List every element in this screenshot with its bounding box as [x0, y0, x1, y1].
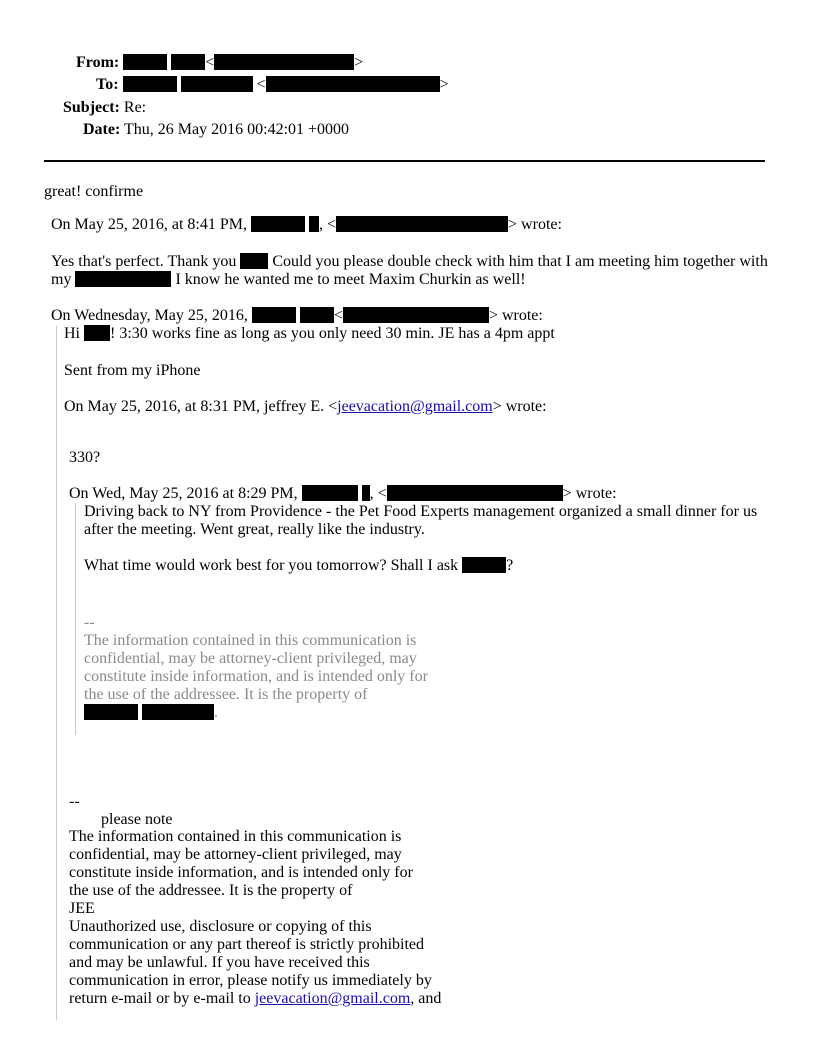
redaction: [123, 76, 177, 92]
quote2-sent: Sent from my iPhone: [64, 362, 201, 379]
gt-symbol: >: [354, 54, 364, 71]
quote3-text: 330?: [69, 449, 101, 466]
redaction: [123, 54, 167, 70]
quote1-line1: [51, 253, 768, 271]
q4-signature-line: The information contained in this communication is: [84, 632, 417, 649]
to-row: [96, 76, 449, 94]
q2-text: ! 3:30 works fine as long as you only need 30 min. JE has a 4pm appt: [110, 325, 555, 342]
signature-line: and may be unlawful. If you have received this: [69, 954, 370, 971]
redaction: [171, 54, 205, 70]
quote4-ask: [84, 557, 513, 575]
redaction: [75, 271, 171, 287]
redaction: [300, 307, 334, 323]
quote1-line2: [51, 271, 526, 289]
redaction: [309, 216, 319, 232]
redaction: [462, 557, 506, 573]
redaction: [387, 485, 563, 501]
q4-sig-end: .: [214, 704, 218, 721]
quote4-bar: [75, 503, 76, 735]
attribution-suffix: > wrote:: [492, 398, 547, 415]
q1-text: Could you please double check with him that I am meeting him together with: [272, 253, 768, 270]
quote2-hi: [64, 325, 555, 343]
q4-signature-line: confidential, may be attorney-client privileged, may: [84, 650, 417, 667]
signature-line: constitute inside information, and is intended only for: [69, 864, 413, 881]
q4-ask-end: ?: [506, 557, 514, 574]
q1-text: I know he wanted me to meet Maxim Churkin as well!: [175, 271, 526, 288]
q2-hi: Hi: [64, 325, 80, 342]
to-label: To:: [96, 76, 119, 93]
signature-line: JEE: [69, 900, 95, 917]
signature-line: communication or any part thereof is strictly prohibited: [69, 936, 425, 953]
signature-text: , and: [410, 990, 442, 1007]
q4-signature-owner: [84, 704, 218, 722]
signature-line: The information contained in this communication is: [69, 828, 402, 845]
gt-symbol: >: [439, 76, 449, 93]
redaction: [362, 485, 370, 501]
signature-line: the use of the addressee. It is the property of: [69, 882, 353, 899]
redaction: [343, 307, 489, 323]
quote4-line2: after the meeting. Went great, really like the industry.: [84, 521, 425, 538]
attribution-prefix: On May 25, 2016, at 8:31 PM, jeffrey E. <: [64, 398, 338, 415]
header-divider: [44, 160, 765, 162]
redaction: [84, 704, 138, 720]
lt-symbol: <: [256, 76, 266, 93]
q1-text: Yes that's perfect. Thank you: [51, 253, 237, 270]
reply-text: great! confirme: [44, 183, 144, 200]
signature-text: return e-mail or by e-mail to: [69, 990, 251, 1007]
signature-note: please note: [101, 811, 173, 828]
redaction: [251, 216, 305, 232]
signature-line: communication in error, please notify us immediately by: [69, 972, 432, 989]
date-row: [83, 121, 349, 139]
quote1-attribution: On May 25, 2016, at 8:41 PM, , < > wrote:: [51, 216, 562, 233]
quote4-line1: Driving back to NY from Providence - the Pet Food Experts management organized a small dinner for us: [84, 503, 758, 520]
redaction: [302, 485, 358, 501]
redaction: [214, 54, 354, 70]
signature-dash: --: [69, 793, 80, 810]
email-link[interactable]: jeevacation@gmail.com: [254, 990, 411, 1007]
attribution-prefix: On Wednesday, May 25, 2016,: [51, 307, 248, 324]
quote2-attribution: On Wednesday, May 25, 2016, < > wrote:: [51, 307, 543, 324]
subject-row: [63, 99, 146, 117]
redaction: [84, 325, 110, 341]
quote2-bar: [56, 326, 57, 1020]
subject-label: Subject:: [63, 99, 120, 116]
attribution-prefix: On Wed, May 25, 2016 at 8:29 PM,: [69, 485, 298, 502]
attribution-prefix: On May 25, 2016, at 8:41 PM,: [51, 216, 247, 233]
attribution-suffix: > wrote:: [562, 485, 617, 502]
q4-signature-line: the use of the addressee. It is the property of: [84, 686, 368, 703]
lt-symbol: <: [205, 54, 215, 71]
redaction: [336, 216, 508, 232]
redaction: [142, 704, 214, 720]
email-link[interactable]: jeevacation@gmail.com: [337, 398, 493, 415]
date-label: Date:: [83, 121, 121, 138]
q1-text: my: [51, 271, 72, 288]
from-label: From:: [76, 54, 120, 71]
from-row: [76, 54, 363, 72]
q4-signature-dash: --: [84, 614, 95, 631]
signature-line: confidential, may be attorney-client privileged, may: [69, 846, 402, 863]
attribution-suffix: > wrote:: [508, 216, 562, 233]
date-value: Thu, 26 May 2016 00:42:01 +0000: [124, 121, 350, 138]
signature-line-email: [69, 990, 441, 1008]
quote3-attribution: [64, 398, 547, 416]
redaction: [181, 76, 253, 92]
q4-signature-line: constitute inside information, and is intended only for: [84, 668, 428, 685]
redaction: [252, 307, 296, 323]
redaction: [266, 76, 440, 92]
quote4-attribution: On Wed, May 25, 2016 at 8:29 PM, , < > wrote:: [69, 485, 617, 502]
redaction: [240, 253, 268, 269]
subject-value: Re:: [123, 99, 147, 116]
attribution-suffix: > wrote:: [488, 307, 543, 324]
signature-line: Unauthorized use, disclosure or copying of this: [69, 918, 372, 935]
q4-ask-text: What time would work best for you tomorrow? Shall I ask: [84, 557, 459, 574]
